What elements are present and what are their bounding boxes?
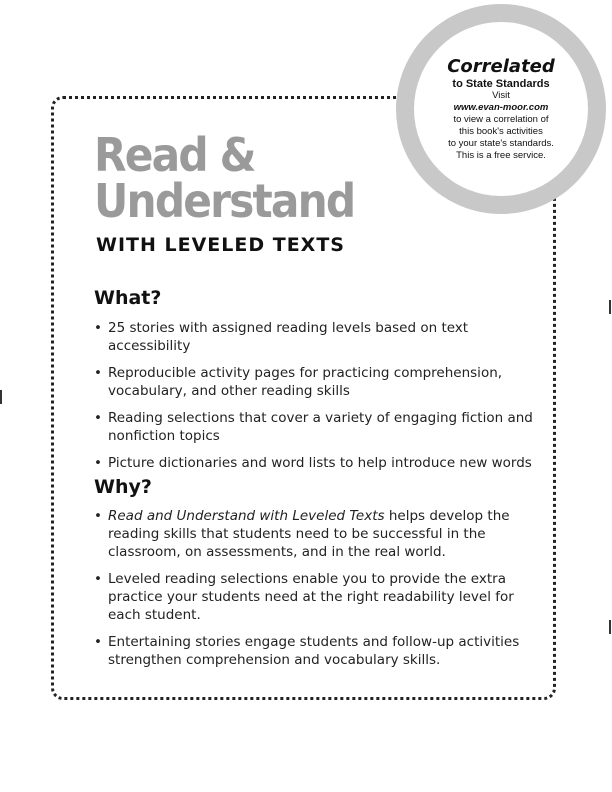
- what-heading: What?: [94, 287, 162, 309]
- list-item: • Picture dictionaries and word lists to help introduce new words: [94, 454, 534, 472]
- book-title-italic: Read and Understand with Leveled Texts: [108, 508, 385, 524]
- list-item: • 25 stories with assigned reading levels based on text accessibility: [94, 319, 534, 355]
- title-line-2: Understand: [94, 174, 355, 228]
- badge-text-1: to view a correlation of: [453, 114, 549, 125]
- badge-url-link[interactable]: www.evan-moor.com: [453, 102, 549, 113]
- why-list: [94, 507, 534, 678]
- correlation-badge: [396, 4, 606, 214]
- badge-inner: [414, 22, 588, 196]
- crop-mark-right-1: [609, 300, 611, 314]
- badge-subline: to State Standards: [452, 78, 550, 90]
- list-item-text: helps develop the reading skills that students need to be successful in the classroom, on assessments, and in the real world.: [108, 508, 510, 560]
- badge-text-4: This is a free service.: [456, 150, 546, 161]
- badge-text-2: this book's activities: [459, 126, 543, 137]
- why-heading: Why?: [94, 476, 152, 498]
- badge-visit: Visit: [492, 90, 510, 101]
- badge-headline: Correlated: [447, 56, 555, 77]
- badge-text-3: to your state's standards.: [448, 138, 554, 149]
- what-list: [94, 319, 534, 481]
- list-item: • Entertaining stories engage students and follow-up activities strengthen comprehension and vocabulary skills.: [94, 633, 534, 669]
- crop-mark-left: [0, 390, 2, 404]
- list-item: [94, 507, 534, 561]
- book-title: [94, 128, 355, 228]
- title-line-1: Read &: [94, 128, 255, 182]
- list-item: • Leveled reading selections enable you to provide the extra practice your students need at the right readability level for each student.: [94, 570, 534, 624]
- list-item: • Reproducible activity pages for practicing comprehension, vocabulary, and other reading skills: [94, 364, 534, 400]
- list-item: • Reading selections that cover a variety of engaging fiction and nonfiction topics: [94, 409, 534, 445]
- crop-mark-right-2: [609, 620, 611, 634]
- book-subtitle: WITH LEVELED TEXTS: [96, 234, 345, 256]
